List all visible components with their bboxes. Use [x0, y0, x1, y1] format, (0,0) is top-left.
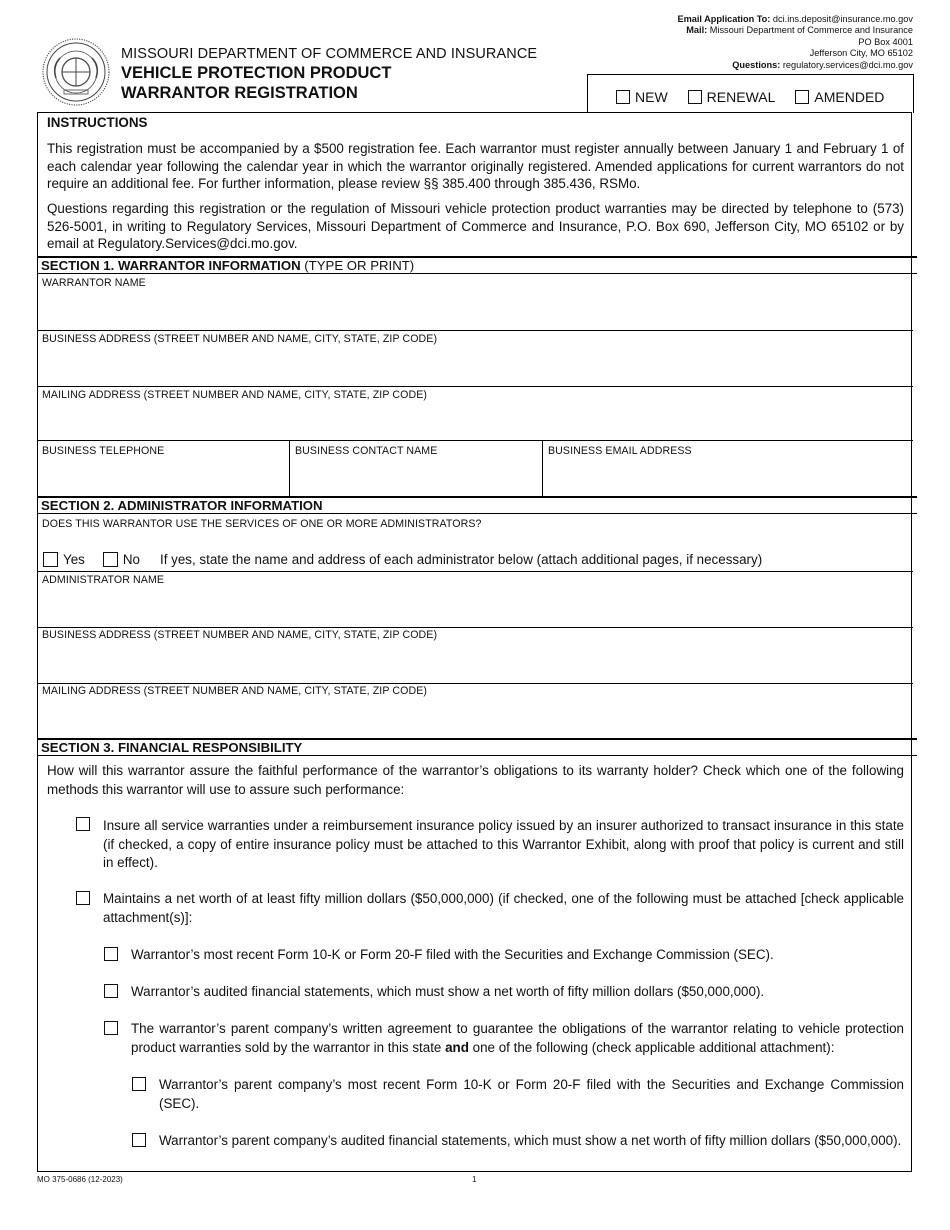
instructions-para2: Questions regarding this registration or the regulation of Missouri vehicle protection product warranties may be directed by telephone to (573) 526-5001, in writing to Regulatory Services, Missouri Department of Commerce and Insurance, P.O. Box 690, Jefferson City, MO 65102 or by email at Regulatory.Services@dci.mo.gov.: [47, 201, 904, 251]
administrator-name-field[interactable]: [38, 587, 912, 627]
warrantor-name-label: WARRANTOR NAME: [42, 277, 146, 289]
state-seal-image: [42, 38, 110, 106]
section3-header: SECTION 3. FINANCIAL RESPONSIBILITY: [37, 738, 917, 756]
administrator-question: DOES THIS WARRANTOR USE THE SERVICES OF ONE OR MORE ADMINISTRATORS?: [42, 518, 482, 530]
mail-address: Missouri Department of Commerce and Insurance: [709, 25, 913, 36]
city-state-zip: Jefferson City, MO 65102: [809, 48, 913, 59]
amended-option[interactable]: AMENDED: [795, 89, 884, 105]
attachment-10k-checkbox[interactable]: [104, 947, 118, 961]
attachment-parent-guarantee-text: The warrantor’s parent company’s written agreement to guarantee the obligations of the warrantor relating to vehicle protection product warranties sold by the warrantor in this state and one of the following (check applicable additional attachment):: [131, 1021, 904, 1055]
email-label: Email Application To:: [677, 14, 771, 24]
admin-mailing-address-field[interactable]: [38, 698, 912, 736]
form-number: MO 375-0686 (12-2023): [37, 1175, 123, 1184]
administrator-answer-row: [43, 552, 762, 567]
instructions-para1: This registration must be accompanied by a $500 registration fee. Each warrantor must register annually between January 1 and February 1 of each calendar year following the calendar year in which the warrantor originally registered. Amended applications for current warrantors do not require an additional fee. For further information, please review §§ 385.400 through 385.436, RSMo.: [47, 141, 904, 191]
department-name: MISSOURI DEPARTMENT OF COMMERCE AND INSURANCE: [121, 46, 538, 62]
parent-audited-text: Warrantor’s parent company’s audited financial statements, which must show a net worth of fifty million dollars ($50,000,000).: [159, 1133, 902, 1148]
admin-business-address-field[interactable]: [38, 642, 912, 682]
no-label: No: [122, 552, 140, 567]
questions-email-link[interactable]: regulatory.services@dci.mo.gov: [782, 59, 913, 70]
administrator-note: If yes, state the name and address of each administrator below (attach additional pages, if necessary): [159, 552, 763, 567]
option-insurance-checkbox[interactable]: [76, 817, 90, 831]
renewal-option[interactable]: RENEWAL: [688, 89, 776, 105]
new-checkbox[interactable]: [616, 90, 630, 104]
section2-header: SECTION 2. ADMINISTRATOR INFORMATION: [37, 496, 917, 514]
yes-checkbox[interactable]: [43, 552, 58, 567]
instructions-heading: INSTRUCTIONS: [47, 115, 148, 130]
attachment-parent-guarantee-checkbox[interactable]: [104, 1021, 118, 1035]
form-title-line2: WARRANTOR REGISTRATION: [121, 84, 358, 102]
email-address-link[interactable]: dci.ins.deposit@insurance.mo.gov: [772, 14, 913, 24]
mailing-address-label: MAILING ADDRESS (STREET NUMBER AND NAME, CITY, STATE, ZIP CODE): [42, 389, 427, 401]
option-insurance-text: Insure all service warranties under a reimbursement insurance policy issued by an insurer authorized to transact insurance in this state (if checked, a copy of entire insurance policy must be attached to this Warrantor Exhibit, along with proof that policy is current and still in effect).: [103, 818, 904, 870]
attachment-10k-text: Warrantor’s most recent Form 10-K or Form 20-F filed with the Securities and Exchange Commission (SEC).: [131, 947, 774, 962]
attachment-audited-text: Warrantor’s audited financial statements, which must show a net worth of fifty million dollars ($50,000,000).: [131, 984, 765, 999]
business-address-field[interactable]: [38, 346, 912, 386]
renewal-checkbox[interactable]: [688, 90, 702, 104]
parent-10k-checkbox[interactable]: [132, 1077, 146, 1091]
business-address-label: BUSINESS ADDRESS (STREET NUMBER AND NAME, CITY, STATE, ZIP CODE): [42, 333, 438, 345]
business-telephone-field[interactable]: [38, 458, 288, 495]
parent-audited-checkbox[interactable]: [132, 1133, 146, 1147]
business-email-label: BUSINESS EMAIL ADDRESS: [548, 445, 692, 457]
admin-business-address-label: BUSINESS ADDRESS (STREET NUMBER AND NAME, CITY, STATE, ZIP CODE): [42, 629, 438, 641]
financial-intro: How will this warrantor assure the faithful performance of the warrantor’s obligations to its warranty holder? Check which one of the following methods this warrantor will use to assure such performance:: [47, 763, 904, 797]
option-net-worth-text: Maintains a net worth of at least fifty million dollars ($50,000,000) (if checked, one of the following must be attached [check applicable attachment(s)]:: [103, 891, 904, 925]
mailing-address-field[interactable]: [38, 402, 912, 440]
questions-label: Questions:: [732, 59, 781, 70]
option-net-worth-checkbox[interactable]: [76, 891, 90, 905]
attachment-audited-checkbox[interactable]: [104, 984, 118, 998]
amended-checkbox[interactable]: [795, 90, 809, 104]
form-title-line1: VEHICLE PROTECTION PRODUCT: [121, 64, 392, 82]
business-contact-name-field[interactable]: [291, 458, 541, 495]
application-type-box: [587, 74, 914, 113]
parent-10k-text: Warrantor’s parent company’s most recent Form 10-K or Form 20-F filed with the Securities and Exchange Commission (SEC).: [159, 1077, 904, 1111]
contact-block: [677, 14, 913, 71]
warrantor-name-field[interactable]: [38, 290, 912, 330]
administrator-name-label: ADMINISTRATOR NAME: [42, 574, 165, 586]
new-option[interactable]: NEW: [616, 89, 668, 105]
no-checkbox[interactable]: [103, 552, 118, 567]
section1-header: SECTION 1. WARRANTOR INFORMATION (TYPE OR PRINT): [37, 256, 917, 274]
business-contact-name-label: BUSINESS CONTACT NAME: [295, 445, 438, 457]
mail-label: Mail:: [686, 25, 708, 36]
admin-mailing-address-label: MAILING ADDRESS (STREET NUMBER AND NAME, CITY, STATE, ZIP CODE): [42, 685, 427, 697]
business-email-field[interactable]: [544, 458, 911, 495]
page-number: 1: [472, 1175, 477, 1184]
business-telephone-label: BUSINESS TELEPHONE: [42, 445, 165, 457]
po-box: PO Box 4001: [858, 36, 913, 47]
yes-label: Yes: [63, 552, 85, 567]
